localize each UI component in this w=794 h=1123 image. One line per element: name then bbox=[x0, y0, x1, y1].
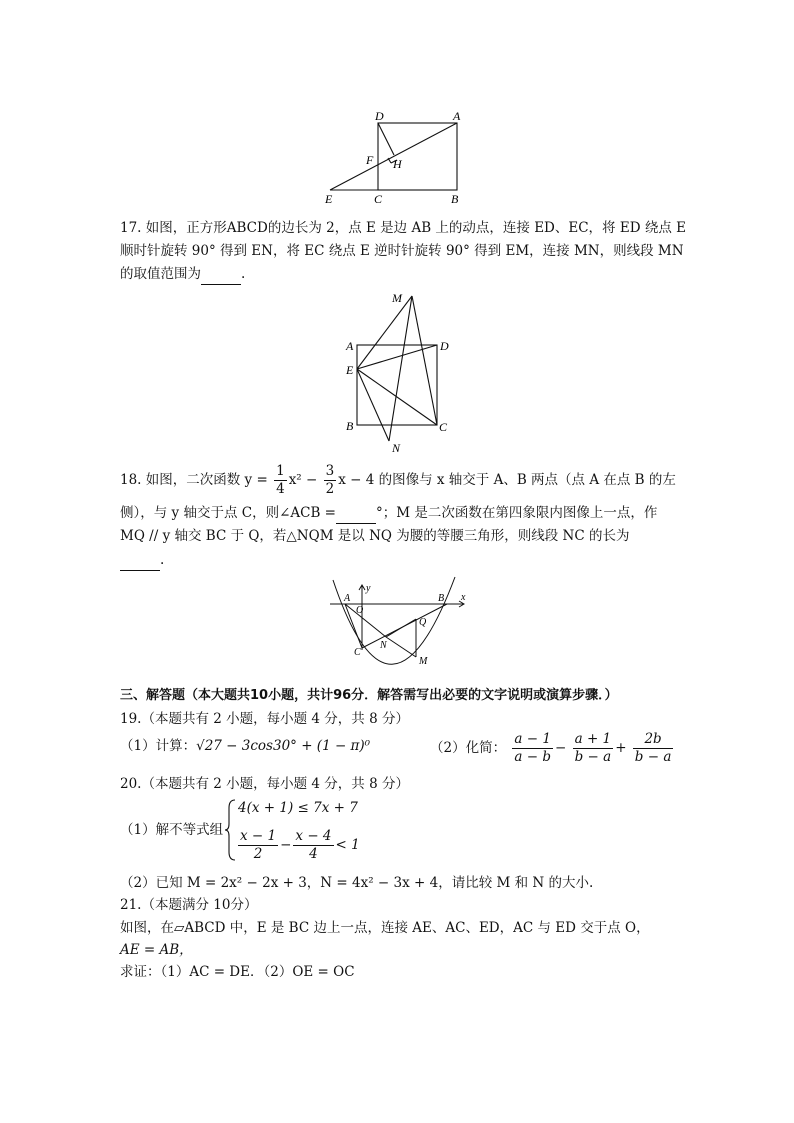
fraction-one-quarter bbox=[274, 463, 287, 498]
q19-f3-den: b − a bbox=[634, 749, 672, 765]
q18-line2-end: °；M 是二次函数在第四象限内图像上一点，作 bbox=[376, 505, 658, 521]
label-C: C bbox=[374, 192, 383, 206]
label-C: C bbox=[354, 647, 361, 658]
q19-frac2 bbox=[573, 731, 614, 766]
figure-q17 bbox=[340, 288, 455, 453]
label-F: F bbox=[366, 153, 374, 167]
q18-f1-den: 4 bbox=[276, 481, 285, 497]
q21-line3: 求证：（1）AC = DE．（2）OE = OC bbox=[120, 964, 355, 980]
q19-op2: + bbox=[615, 740, 627, 756]
q21-line1: 如图，在▱ABCD 中，E 是 BC 边上一点，连接 AE、AC、ED，AC 与 ED 交于点 O， bbox=[120, 920, 650, 936]
q17-line3-text: 的取值范围为 bbox=[120, 266, 201, 282]
q19-f3-num: 2b bbox=[633, 731, 674, 749]
label-M: M bbox=[392, 291, 402, 305]
q19-frac1 bbox=[512, 731, 553, 766]
label-B: B bbox=[346, 419, 354, 433]
q20-g1-den: 2 bbox=[253, 846, 263, 862]
q18-f2-den: 2 bbox=[325, 481, 335, 497]
label-N: N bbox=[392, 441, 401, 453]
figure-q16 bbox=[320, 108, 470, 208]
q17-line1: 17. 如图，正方形ABCD的边长为 2，点 E 是边 AB 上的动点，连接 ED、EC，将 ED 绕点 E bbox=[120, 220, 686, 236]
label-O: O bbox=[356, 605, 364, 616]
answer-blank bbox=[201, 264, 241, 285]
q19-head: 19.（本题共有 2 小题，每小题 4 分，共 8 分） bbox=[120, 711, 409, 727]
q20-ineq2 bbox=[236, 826, 360, 864]
q18-line1 bbox=[120, 461, 676, 499]
q19-f1-den: a − b bbox=[514, 749, 551, 765]
label-B: B bbox=[438, 593, 445, 604]
label-M: M bbox=[419, 656, 428, 667]
fraction-three-halves bbox=[324, 463, 337, 498]
label-x: x bbox=[461, 592, 466, 603]
q20-g-rhs: < 1 bbox=[335, 837, 360, 853]
q19-p1-expr: √27 − 3cos30° + (1 − π)⁰ bbox=[196, 738, 371, 754]
q19-part2 bbox=[430, 730, 675, 766]
q18-line4 bbox=[120, 550, 164, 571]
label-B: B bbox=[451, 192, 459, 206]
q20-g2-num: x − 4 bbox=[295, 828, 332, 844]
q21-line2: AE = AB， bbox=[120, 942, 193, 958]
q18-suffix: x − 4 的图像与 x 轴交于 A、B 两点（点 A 在点 B 的左 bbox=[338, 472, 676, 488]
label-D: D bbox=[375, 109, 384, 123]
q20-g-op: − bbox=[280, 837, 292, 853]
label-A: A bbox=[346, 339, 354, 353]
label-y: y bbox=[366, 583, 371, 594]
q19-part1 bbox=[120, 736, 370, 756]
q17-line3 bbox=[120, 264, 245, 285]
section-heading: 三、解答题（本大题共10小题，共计96分．解答需写出必要的文字说明或演算步骤．） bbox=[120, 688, 618, 703]
answer-blank bbox=[120, 550, 160, 571]
q19-op1: − bbox=[554, 740, 567, 756]
q18-line2-text: 侧），与 y 轴交于点 C，则∠ACB = bbox=[120, 505, 336, 521]
q19-f2-den: b − a bbox=[574, 749, 612, 765]
q20-part2: （2）已知 M = 2x² − 2x + 3，N = 4x² − 3x + 4，请比较 M 和 N 的大小. bbox=[120, 875, 594, 891]
label-C: C bbox=[439, 420, 448, 434]
label-E: E bbox=[325, 192, 333, 206]
label-Q: Q bbox=[419, 617, 427, 628]
label-N: N bbox=[380, 640, 387, 651]
q21-head: 21.（本题满分 10分） bbox=[120, 897, 258, 913]
q20-g2-den: 4 bbox=[309, 846, 318, 862]
q20-ineq1: 4(x + 1) ≤ 7x + 7 bbox=[238, 800, 358, 816]
answer-blank bbox=[336, 503, 376, 524]
q20-p1-label: （1）解不等式组 bbox=[120, 822, 224, 838]
q20-g1-num: x − 1 bbox=[240, 828, 277, 844]
q18-prefix: 18. 如图，二次函数 y = bbox=[120, 472, 268, 488]
q17-line3-end: . bbox=[241, 266, 246, 282]
q19-p2-label: （2）化简： bbox=[430, 740, 507, 756]
q20-head: 20.（本题共有 2 小题，每小题 4 分，共 8 分） bbox=[120, 776, 409, 792]
q18-line4-end: . bbox=[160, 552, 165, 568]
label-A: A bbox=[344, 593, 351, 604]
q18-f2-num: 3 bbox=[325, 463, 335, 479]
q18-line3: MQ // y 轴交 BC 于 Q，若△NQM 是以 NQ 为腰的等腰三角形，则线段 NC 的长为 bbox=[120, 528, 630, 544]
q19-p1-label: （1）计算： bbox=[120, 738, 197, 754]
label-E: E bbox=[346, 363, 354, 377]
q19-f2-num: a + 1 bbox=[573, 731, 614, 749]
label-H: H bbox=[393, 157, 402, 171]
q18-mid: x² − bbox=[288, 472, 318, 488]
label-D: D bbox=[440, 339, 449, 353]
q20-g2 bbox=[293, 828, 333, 863]
label-A: A bbox=[453, 109, 461, 123]
q18-f1-num: 1 bbox=[276, 463, 285, 479]
q19-f1-num: a − 1 bbox=[512, 731, 553, 749]
figure-q18 bbox=[325, 572, 475, 672]
q20-g1 bbox=[238, 828, 278, 863]
q17-line2: 顺时针旋转 90° 得到 EN，将 EC 绕点 E 逆时针旋转 90° 得到 EM，连接 MN，则线段 MN bbox=[120, 243, 684, 259]
q18-line2 bbox=[120, 503, 657, 524]
q19-frac3 bbox=[633, 731, 674, 766]
